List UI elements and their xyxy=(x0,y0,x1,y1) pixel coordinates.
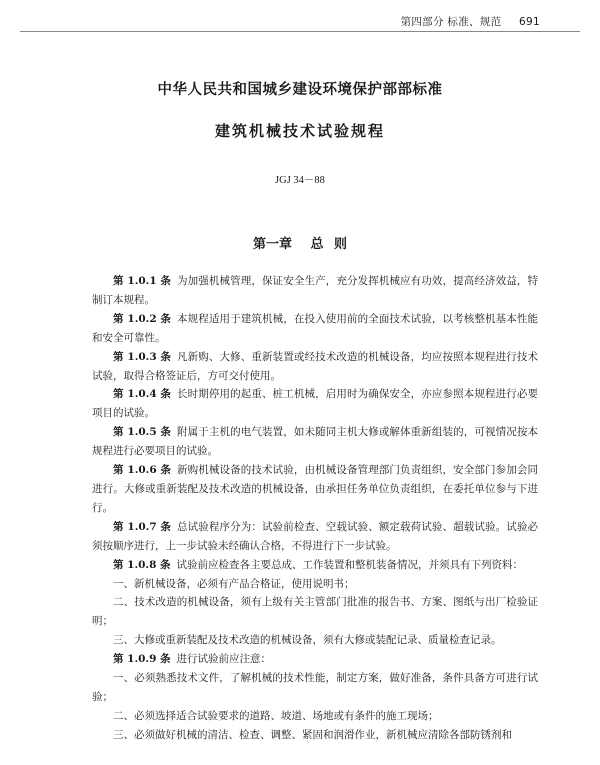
clause-text: 新购机械设备的技术试验，由机械设备管理部门负责组织，安全部门参加会同进行。大修或重新装配及技术改造的机械设备，由承担任务单位负责组织，在委托单位参与下进行。 xyxy=(92,464,539,514)
clause-paragraph xyxy=(92,423,538,461)
chapter-title-a: 总 xyxy=(310,237,324,252)
chapter-title-b: 则 xyxy=(334,237,348,252)
clause-number: 第 1.0.9 条 xyxy=(113,653,171,666)
clause-paragraph xyxy=(92,461,538,518)
chapter-heading xyxy=(0,233,600,252)
clause-text: 进行试验前应注意： xyxy=(176,653,272,666)
clause-paragraph xyxy=(92,385,538,423)
list-item: 二、必须选择适合试验要求的道路、坡道、场地或有条件的施工现场； xyxy=(113,709,439,722)
clause-text: 附属于主机的电气装置，如未随同主机大修或解体重新组装的，可视情况按本规程进行必要项目的试验。 xyxy=(92,426,539,458)
clause-number: 第 1.0.6 条 xyxy=(113,464,172,477)
clause-text: 长时期停用的起重、桩工机械，启用时为确保安全，亦应参照本规程进行必要项目的试验。 xyxy=(92,388,539,420)
clause-paragraph xyxy=(92,272,538,310)
clause-paragraph xyxy=(92,650,538,669)
page-number: 691 xyxy=(519,16,540,28)
clause-paragraph xyxy=(92,310,538,348)
clause-number: 第 1.0.3 条 xyxy=(113,350,172,363)
clause-number: 第 1.0.8 条 xyxy=(113,558,171,571)
clause-paragraph xyxy=(92,348,538,386)
list-item: 一、必须熟悉技术文件，了解机械的技术性能，制定方案，做好准备，条件具备方可进行试验； xyxy=(92,672,538,703)
clause-number: 第 1.0.2 条 xyxy=(113,312,172,325)
document-title: 建筑机械技术试验规程 xyxy=(214,122,385,140)
clause-text: 本规程适用于建筑机械，在投入使用前的全面技术试验，以考核整机基本性能和安全可靠性。 xyxy=(92,312,539,344)
list-item: 二、技术改造的机械设备，须有上级有关主管部门批准的报告书、方案、图纸与出厂检验证明； xyxy=(92,596,538,628)
clause-paragraph xyxy=(92,556,538,575)
clause-number: 第 1.0.4 条 xyxy=(113,388,172,401)
list-item: 三、大修或重新装配及技术改造的机械设备，须有大修或装配记录、质量检查记录。 xyxy=(113,634,502,647)
clause-text: 总试验程序分为：试验前检查、空载试验、额定载荷试验、超载试验。试验必须按顺序进行，上一步试验未经确认合格，不得进行下一步试验。 xyxy=(92,520,539,552)
chapter-number: 第一章 xyxy=(252,237,292,252)
issuer-line: 中华人民共和国城乡建设环境保护部部标准 xyxy=(157,82,443,98)
clause-text: 凡新购、大修、重新装置或经技术改造的机械设备，均应按照本规程进行技术试验，取得合格签证后，方可交付使用。 xyxy=(92,350,539,382)
clause-text: 为加强机械管理，保证安全生产，充分发挥机械应有功效，提高经济效益，特制订本规程。 xyxy=(92,275,539,306)
body-text xyxy=(92,272,538,745)
clause-number: 第 1.0.7 条 xyxy=(113,520,172,533)
header-part: 第四部分 xyxy=(400,16,444,28)
clause-text: 试验前应检查各主要总成、工作装置和整机装备情况，并须具有下列资料： xyxy=(176,558,524,571)
list-item: 一、新机械设备，必须有产品合格证，使用说明书； xyxy=(113,577,355,590)
clause-number: 第 1.0.5 条 xyxy=(113,426,172,439)
clause-paragraph xyxy=(92,518,538,556)
standard-code: JGJ 34－88 xyxy=(275,175,325,186)
clause-number: 第 1.0.1 条 xyxy=(113,275,172,287)
running-head xyxy=(401,14,540,29)
header-rule xyxy=(20,31,580,32)
header-section: 标准、规范 xyxy=(447,16,502,28)
list-item: 三、必须做好机械的清洁、检查、调整、紧固和润滑作业，新机械应清除各部防锈剂和 xyxy=(113,728,512,741)
